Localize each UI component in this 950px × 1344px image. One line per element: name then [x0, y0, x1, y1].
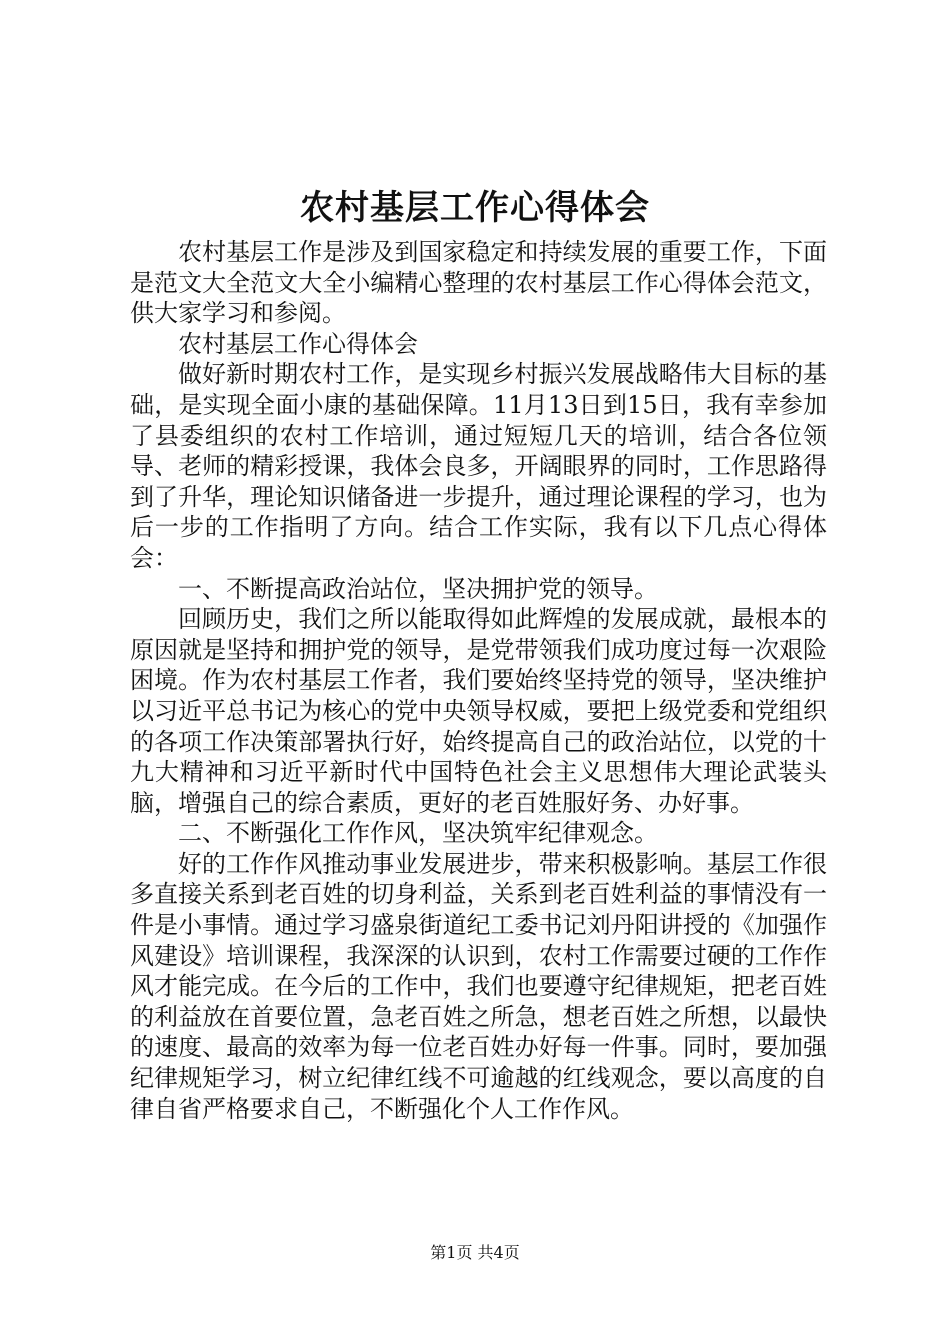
- document-body: [130, 237, 827, 1124]
- page-footer: 第1页 共4页: [430, 1243, 520, 1262]
- document-title: 农村基层工作心得体会: [300, 188, 650, 228]
- section-heading-1: 一、不断提高政治站位，坚决拥护党的领导。: [178, 574, 658, 603]
- paragraph-intro: 农村基层工作是涉及到国家稳定和持续发展的重要工作，下面是范文大全范文大全小编精心整理的农村基层工作心得体会范文，供大家学习和参阅。: [130, 238, 827, 328]
- paragraph-section-2: 好的工作作风推动事业发展进步，带来积极影响。基层工作很多直接关系到老百姓的切身利益，关系到老百姓利益的事情没有一件是小事情。通过学习盛泉街道纪工委书记刘丹阳讲授的《加强作风建设》培训课程，我深深的认识到，农村工作需要过硬的工作作风才能完成。在今后的工作中，我们也要遵守纪律规矩，把老百姓的利益放在首要位置，急老百姓之所急，想老百姓之所想，以最快的速度、最高的效率为每一位老百姓办好每一件事。同时，要加强纪律规矩学习，树立纪律红线不可逾越的红线观念，要以高度的自律自省严格要求自己，不断强化个人工作作风。: [130, 849, 827, 1123]
- section-heading-2: 二、不断强化工作作风，坚决筑牢纪律观念。: [178, 819, 658, 848]
- paragraph-section-1: 回顾历史，我们之所以能取得如此辉煌的发展成就，最根本的原因就是坚持和拥护党的领导，是党带领我们成功度过每一次艰险困境。作为农村基层工作者，我们要始终坚持党的领导，坚决维护以习近平总书记为核心的党中央领导权威，要把上级党委和党组织的各项工作决策部署执行好，始终提高自己的政治站位，以党的十九大精神和习近平新时代中国特色社会主义思想伟大理论武装头脑，增强自己的综合素质，更好的老百姓服好务、办好事。: [130, 605, 827, 817]
- paragraph-background: 做好新时期农村工作，是实现乡村振兴发展战略伟大目标的基础，是实现全面小康的基础保障。11月13日到15日，我有幸参加了县委组织的农村工作培训，通过短短几天的培训，结合各位领导、老师的精彩授课，我体会良多，开阔眼界的同时，工作思路得到了升华，理论知识储备进一步提升，通过理论课程的学习，也为后一步的工作指明了方向。结合工作实际，我有以下几点心得体会：: [130, 360, 827, 572]
- paragraph-subtitle: 农村基层工作心得体会: [178, 329, 418, 358]
